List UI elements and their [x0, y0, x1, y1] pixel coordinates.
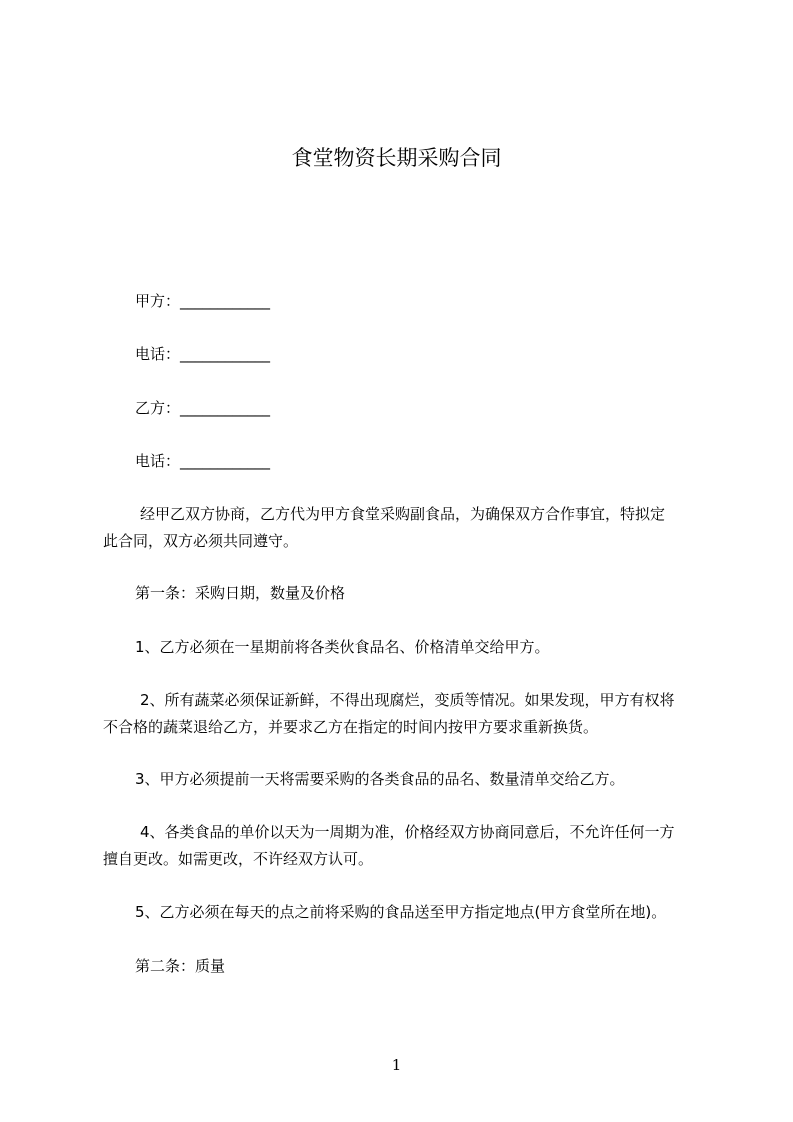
intro-paragraph	[103, 501, 703, 555]
item-5-text: 5、乙方必须在每天的点之前将采购的食品送至甲方指定地点(甲方食堂所在地)。	[135, 903, 667, 921]
item-2-line-2: 不合格的蔬菜退给乙方，并要求乙方在指定的时间内按甲方要求重新换货。	[103, 718, 599, 736]
item-3-text: 3、甲方必须提前一天将需要采购的各类食品的品名、数量清单交给乙方。	[135, 770, 625, 788]
item-2-paragraph	[103, 687, 703, 741]
item-1-paragraph	[103, 634, 703, 661]
party-a-field	[135, 291, 270, 311]
party-b-phone-label: 电话：	[135, 452, 181, 470]
item-3-paragraph	[103, 766, 703, 793]
item-4-line-1: 4、各类食品的单价以天为一周期为准，价格经双方协商同意后，不允许任何一方	[140, 823, 675, 841]
intro-line-1: 经甲乙双方协商，乙方代为甲方食堂采购副食品，为确保双方合作事宜，特拟定	[140, 505, 666, 523]
item-1-text: 1、乙方必须在一星期前将各类伙食品名、价格清单交给甲方。	[135, 638, 550, 656]
party-a-phone-label: 电话：	[135, 345, 181, 363]
item-4-line-2: 擅自更改。如需更改，不许经双方认可。	[103, 850, 374, 868]
party-b-label: 乙方：	[135, 399, 181, 417]
party-b-field	[135, 398, 270, 418]
party-a-label: 甲方：	[135, 292, 181, 310]
item-2-line-1: 2、所有蔬菜必须保证新鲜，不得出现腐烂，变质等情况。如果发现，甲方有权将	[140, 691, 675, 709]
article-2-heading	[103, 953, 703, 980]
party-a-blank: ____________	[180, 292, 271, 310]
document-title: 食堂物资长期采购合同	[291, 146, 502, 170]
party-a-phone-blank: ____________	[180, 345, 271, 363]
article-1-heading	[103, 580, 703, 607]
article-2-heading-text: 第二条：质量	[135, 957, 226, 975]
item-5-paragraph	[103, 899, 703, 926]
intro-line-2: 此合同，双方必须共同遵守。	[103, 532, 299, 550]
party-b-phone-field	[135, 451, 270, 471]
party-b-phone-blank: ____________	[180, 452, 271, 470]
page-number: 1	[391, 1056, 402, 1074]
item-4-paragraph	[103, 819, 703, 873]
party-a-phone-field	[135, 344, 270, 364]
article-1-heading-text: 第一条：采购日期，数量及价格	[135, 584, 346, 602]
party-b-blank: ____________	[180, 399, 271, 417]
